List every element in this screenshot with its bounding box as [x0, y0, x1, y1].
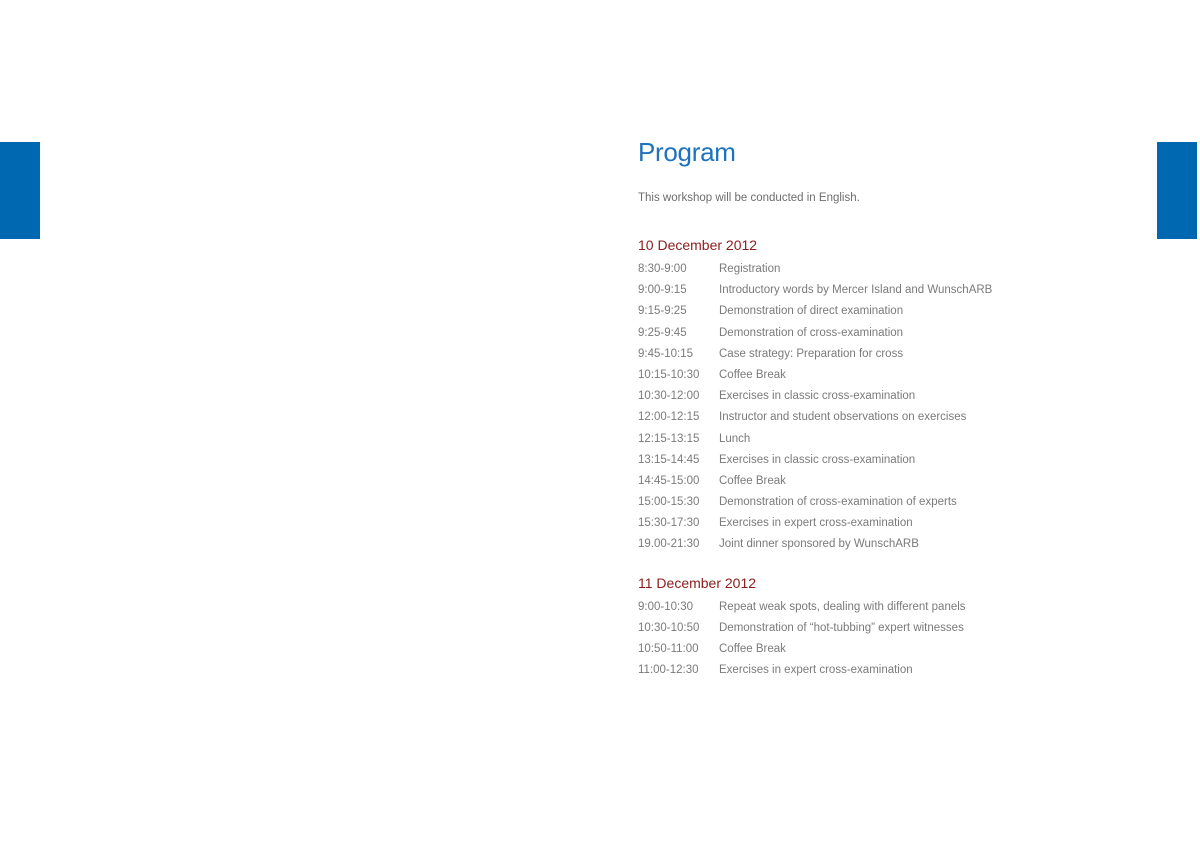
time-slot: 9:15-9:25	[638, 305, 687, 318]
session-title: Instructor and student observations on exercises	[719, 411, 967, 424]
time-slot: 12:00-12:15	[638, 411, 700, 424]
session-title: Registration	[719, 263, 781, 275]
session-title: Introductory words by Mercer Island and WunschARB	[719, 284, 993, 297]
schedule-row	[638, 513, 1158, 534]
schedule-row	[638, 471, 1158, 492]
time-slot: 8:30-9:00	[638, 263, 687, 275]
schedule-row	[638, 618, 1158, 639]
schedule-row	[638, 344, 1158, 365]
schedule-row	[638, 429, 1158, 450]
left-blue-tab	[0, 142, 40, 239]
session-title: Coffee Break	[719, 474, 786, 487]
time-slot: 12:15-13:15	[638, 432, 700, 445]
day-heading: 11 December 2012	[638, 574, 757, 591]
schedule-row	[638, 280, 1158, 301]
day-heading: 10 December 2012	[638, 237, 758, 253]
schedule-row	[638, 259, 1158, 280]
right-blue-tab	[1157, 142, 1197, 239]
intro-text: This workshop will be conducted in English.	[638, 192, 860, 204]
time-slot: 11:00-12:30	[638, 664, 699, 677]
session-title: Demonstration of cross-examination of experts	[719, 496, 957, 509]
session-title: Joint dinner sponsored by WunschARB	[719, 538, 919, 551]
session-title: Case strategy: Preparation for cross	[719, 347, 904, 360]
time-slot: 10:50-11:00	[638, 643, 699, 655]
session-title: Demonstration of direct examination	[719, 305, 904, 318]
time-slot: 10:30-10:50	[638, 621, 700, 634]
session-title: Exercises in classic cross-examination	[719, 390, 916, 403]
session-title: Demonstration of cross-examination	[719, 326, 904, 339]
schedule-row	[638, 492, 1158, 513]
time-slot: 9:00-9:15	[638, 284, 687, 297]
schedule-row	[638, 301, 1158, 322]
schedule-row	[638, 639, 1158, 660]
session-title: Lunch	[719, 432, 751, 445]
time-slot: 9:25-9:45	[638, 326, 687, 339]
session-title: Coffee Break	[719, 368, 786, 381]
time-slot: 19.00-21:30	[638, 538, 700, 551]
session-title: Exercises in expert cross-examination	[719, 517, 913, 530]
schedule-row	[638, 365, 1158, 386]
time-slot: 9:45-10:15	[638, 347, 693, 360]
schedule-row	[638, 660, 1158, 681]
time-slot: 10:30-12:00	[638, 390, 700, 403]
session-title: Repeat weak spots, dealing with different panels	[719, 600, 966, 613]
session-title: Exercises in classic cross-examination	[719, 453, 916, 466]
schedule-row	[638, 407, 1158, 428]
page-title: Program	[638, 137, 736, 167]
session-title: Demonstration of “hot-tubbing” expert witnesses	[719, 621, 964, 634]
schedule-row	[638, 323, 1158, 344]
schedule-list	[638, 597, 1158, 682]
time-slot: 14:45-15:00	[638, 474, 700, 487]
time-slot: 10:15-10:30	[638, 368, 700, 381]
session-title: Coffee Break	[719, 643, 786, 655]
time-slot: 15:30-17:30	[638, 517, 700, 530]
schedule-row	[638, 534, 1158, 555]
schedule-row	[638, 450, 1158, 471]
time-slot: 15:00-15:30	[638, 496, 700, 509]
schedule-row	[638, 597, 1158, 618]
time-slot: 9:00-10:30	[638, 600, 693, 613]
schedule-row	[638, 386, 1158, 407]
schedule-list	[638, 259, 1158, 556]
session-title: Exercises in expert cross-examination	[719, 664, 913, 677]
time-slot: 13:15-14:45	[638, 453, 700, 466]
program-section	[638, 136, 1158, 681]
